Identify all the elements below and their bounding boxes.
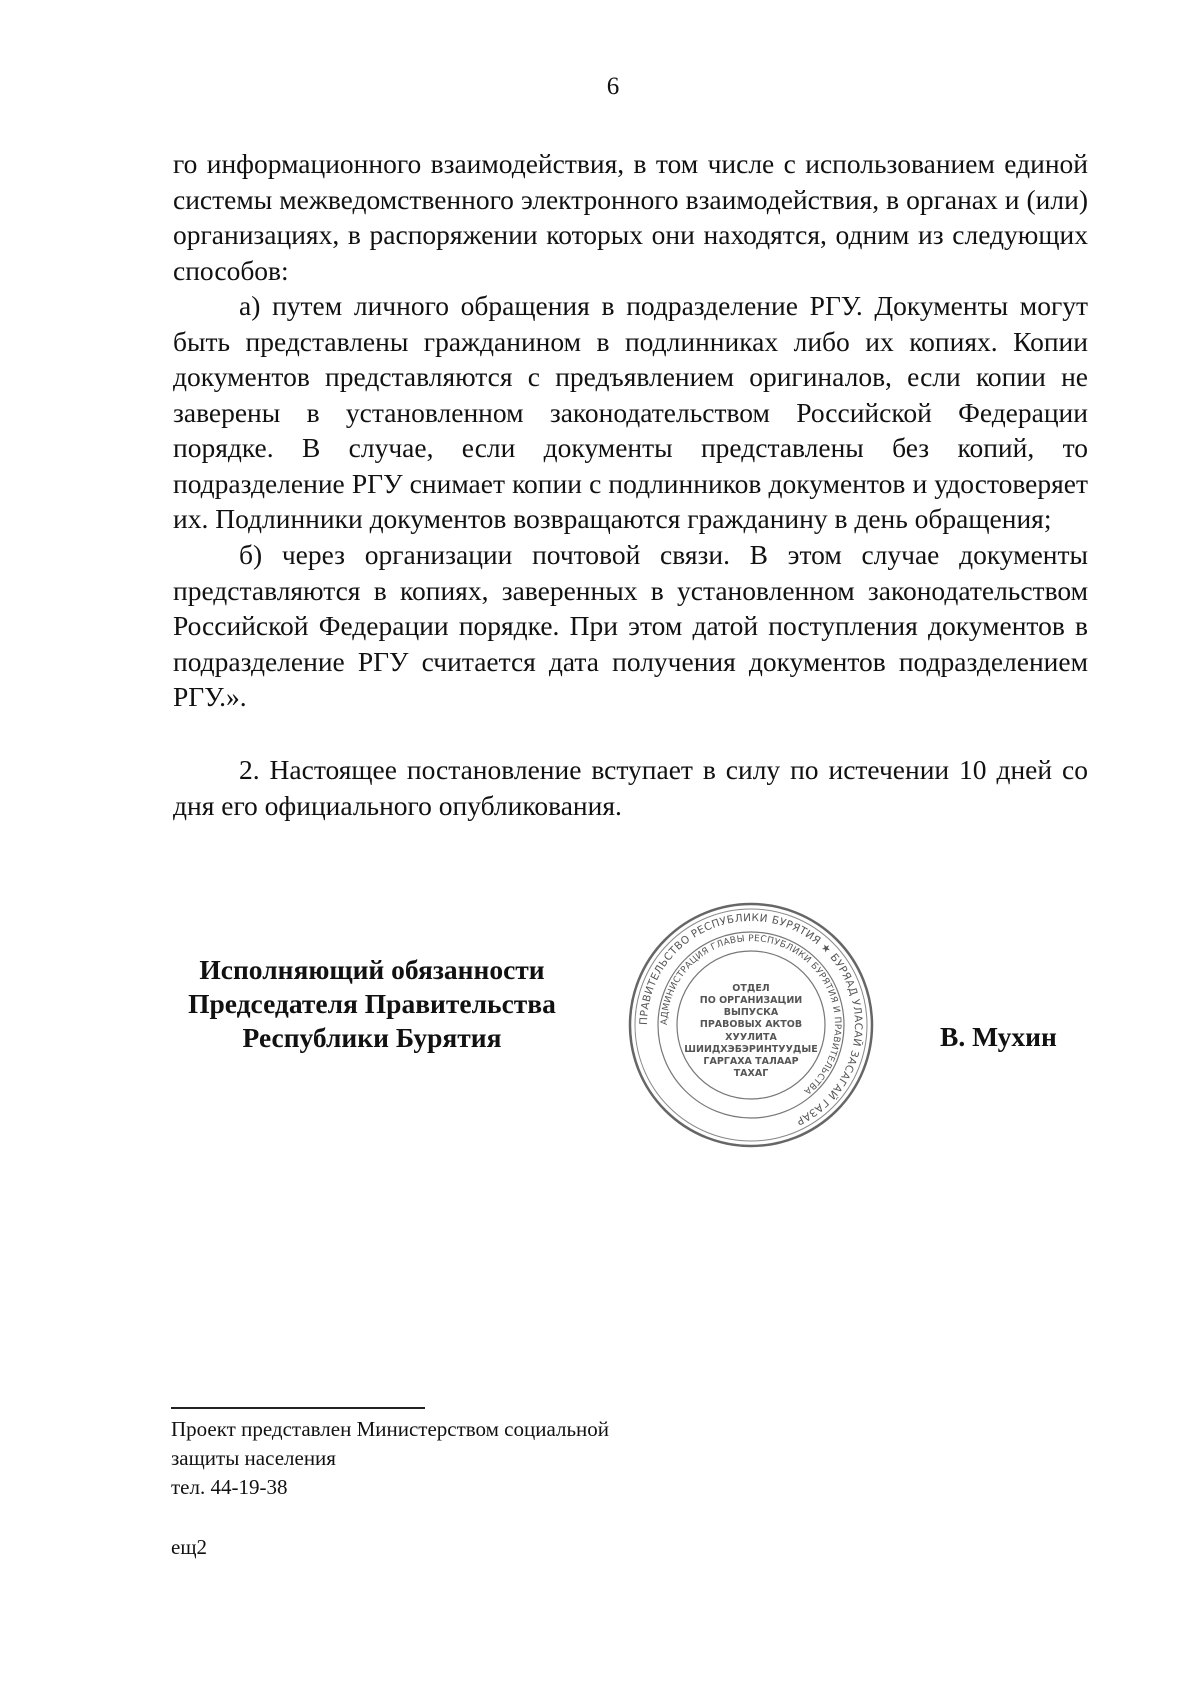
seal-center-line: ПРАВОВЫХ АКТОВ [699, 1019, 803, 1030]
signatory-position [176, 953, 568, 1055]
paragraph-item-b: б) через организации почтовой связи. В этом случае документы представляются в копиях, заверенных в установленном законодательством Российской Федерации порядке. При этом датой поступления документов в подразделение РГУ считается дата получения документов подразделением РГУ.». [173, 539, 1088, 712]
footnote-line: Проект представлен Министерством социальной [171, 1417, 610, 1441]
seal-outer-ring-text: ПРАВИТЕЛЬСТВО РЕСПУБЛИКИ БУРЯТИЯ ★ БУРЯАД УЛАСАЙ ЗАСАГАЙ ГАЗАР [637, 911, 865, 1128]
signatory-position-line: Республики Бурятия [242, 1022, 502, 1053]
document-code: ещ2 [171, 1535, 207, 1559]
seal-center-line: ОТДЕЛ [732, 983, 770, 994]
paragraph-continuation: го информационного взаимодействия, в том числе с использованием единой системы межведомственного электронного взаимодействия, в органах и (или) организациях, в распоряжении которых они находятся, одним из следующих способов: [173, 148, 1088, 286]
seal-center-line: ПО ОРГАНИЗАЦИИ [699, 995, 803, 1006]
paragraph-effective-date: 2. Настоящее постановление вступает в силу по истечении 10 дней со дня его официального опубликования. [173, 754, 1088, 821]
seal-inner-ring-text: АДМИНИСТРАЦИЯ ГЛАВЫ РЕСПУБЛИКИ БУРЯТИЯ И ПРАВИТЕЛЬСТВА [659, 933, 843, 1096]
signatory-position-line: Исполняющий обязанности [199, 954, 545, 985]
signatory-position-line: Председателя Правительства [188, 988, 556, 1019]
paragraph-item-a: а) путем личного обращения в подразделение РГУ. Документы могут быть представлены гражданином в подлинниках либо их копиях. Копии документов представляются с предъявлением оригиналов, если копии не заверены в установленном законодательством Российской Федерации порядке. В случае, если документы представлены без копий, то подразделение РГУ снимает копии с подлинников документов и удостоверяет их. Подлинники документов возвращаются гражданину в день обращения; [173, 290, 1088, 534]
official-seal-stamp [626, 900, 876, 1150]
footnote-phone: тел. 44-19-38 [171, 1475, 288, 1499]
page-number: 6 [606, 73, 620, 100]
seal-center-line: ТАХАГ [733, 1068, 769, 1079]
seal-center-line: ГАРГАХА ТАЛААР [703, 1056, 799, 1067]
seal-center-line: ВЫПУСКА [723, 1007, 779, 1018]
footnote-divider [171, 1407, 425, 1409]
footnote-block [171, 1415, 609, 1502]
seal-center-line: ШИИДХЭБЭРИНТУУДЫЕ [684, 1044, 818, 1055]
signatory-name: В. Мухин [940, 1021, 1057, 1052]
seal-center-line: ХУУЛИТА [725, 1032, 777, 1043]
footnote-line: защиты населения [171, 1446, 336, 1470]
